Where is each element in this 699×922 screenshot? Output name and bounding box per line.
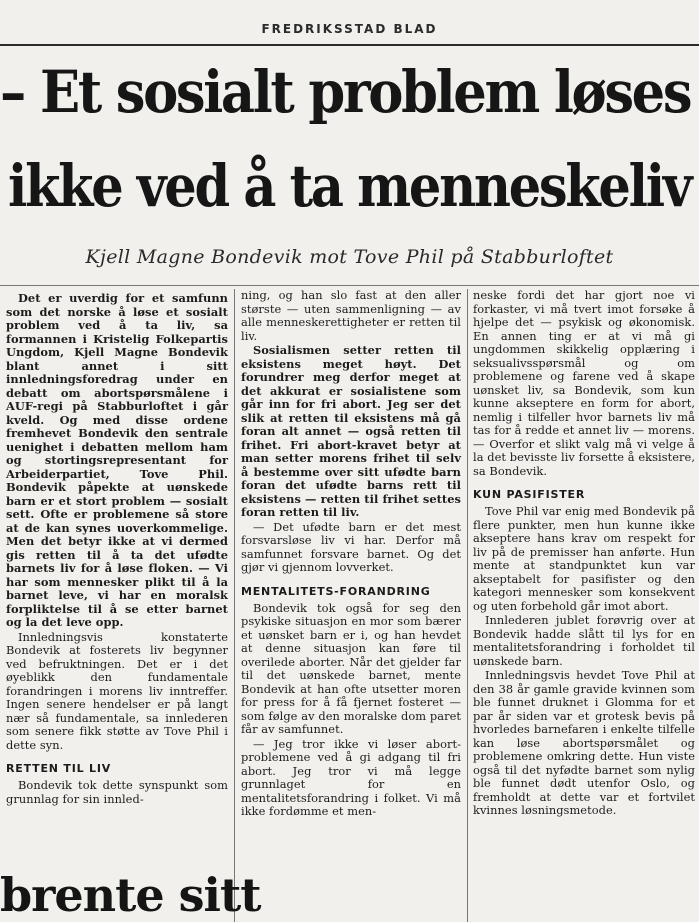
section-heading: MENTALITETS-FORANDRING	[241, 584, 431, 598]
masthead	[0, 0, 699, 46]
section-heading: KUN PASIFISTER	[473, 488, 586, 501]
headline-line-2: ikke ved å ta menneskeliv	[8, 152, 691, 220]
paragraph: neske fordi det har gjort noe vi forkaster, vi må tvert imot forsøke å hjelpe det — psykisk og økonomisk. En annen ting er at vi må gi ungdommen skikkelig opplæring i seksualivsspørsmål og om problemene og farene ved å skape uønsket liv, sa Bondevik, som kun kunne akseptere en form for abort, nemlig i tilfeller hvor barnets liv må tas for å redde et annet liv — morens. — Overfor et slikt valg må vi velge å la det bevisste liv forsette å eksistere, sa Bondevik.	[473, 288, 695, 478]
paragraph: Tove Phil var enig med Bondevik på flere punkter, men hun kunne ikke akseptere hans krav om respekt for liv på de premisser han anførte. Hun mente at standpunktet kun var akseptabelt for pasifister og den kategori mennesker som konsekvent og uten forbehold går imot abort.	[473, 504, 695, 613]
column-divider	[234, 289, 235, 922]
paragraph: Sosialismen setter retten til eksistens meget høyt. Det forundrer meg derfor meget at det akkurat er sosialistene som går inn for fri abort. Jeg ser det slik at retten til eksistens må gå foran alt annet — også retten til frihet. Fri abort-kravet betyr at man setter morens frihet til selv å bestemme over sitt ufødte barn foran det ufødte barns rett til eksistens — retten til frihet settes foran retten til liv.	[241, 343, 461, 519]
paragraph: ning, og han slo fast at den aller største — uten sammenligning — av alle menneskerettigheter er retten til liv.	[241, 288, 461, 343]
article-column-3	[473, 289, 695, 819]
section-heading: RETTEN TIL LIV	[6, 762, 112, 775]
paragraph: Bondevik tok også for seg den psykiske situasjon en mor som bærer et uønsket barn er i, og han hevdet at denne situasjon kan føre til overilede aborter. Når det gjelder far til det uønskede barnet, mente Bondevik at han ofte utsetter moren for press for å få fjernet fosteret — som følge av den moralske dom paret får av samfunnet.	[241, 600, 461, 736]
newspaper-name: FREDRIKSSTAD BLAD	[261, 22, 438, 36]
article-column-2	[241, 289, 461, 820]
paragraph: — Jeg tror ikke vi løser abort-problemene ved å gi adgang til fri abort. Jeg tror vi må legge grunnlaget for en mentalitetsforandring i folket. Vi må ikke fordømme et men-	[241, 736, 461, 818]
next-article-headline: brente sitt	[0, 868, 261, 922]
headline-line-1: – Et sosialt problem løses	[0, 58, 691, 126]
lead-paragraph: Det er uverdig for et samfunn som det norske å løse et sosialt problem ved å ta liv, sa formannen i Kristelig Folkepartis Ungdom, Kjell Magne Bondevik blant annet i sitt innledningsforedrag under en debatt om abortspørsmålene i AUF-regi på Stabburloftet i går kveld. Og med disse ordene fremhevet Bondevik den sentrale uenighet i debatten mellom ham og stortingsrepresentant for Arbeiderpartiet, Tove Phil. Bondevik påpekte at uønskede barn er et stort problem — sosialt sett. Ofte er problemene så store at de kan synes uoverkommelige. Men det betyr ikke at vi dermed gis retten til å ta det ufødte barnets liv for å løse floken. — Vi har som mennesker plikt til å la barnet leve, vi har en moralsk forpliktelse til å se etter barnet og la det leve opp.	[6, 291, 228, 629]
paragraph: — Det ufødte barn er det mest forsvarsløse liv vi har. Derfor må samfunnet forsvare barnet. Og det gjør vi gjennom lovverket.	[241, 519, 461, 574]
article-column-1	[6, 292, 228, 807]
section-divider	[0, 285, 699, 286]
subheadline: Kjell Magne Bondevik mot Tove Phil på Stabburloftet	[85, 246, 614, 268]
column-divider	[467, 289, 468, 922]
paragraph: Innledningsvis konstaterte Bondevik at fosterets liv begynner ved befruktningen. Det er i det øyeblikk den fundamentale forandringen i morens liv inntreffer. Ingen senere hendelser er på langt nær så fundamentale, sa innlederen som senere fikk støtte av Tove Phil i dette syn.	[6, 629, 228, 752]
paragraph: Innlederen jublet forøvrig over at Bondevik hadde slått til lys for en mentalitetsforandring i forholdet til uønskede barn.	[473, 613, 695, 668]
paragraph: Innledningsvis hevdet Tove Phil at den 38 år gamle gravide kvinnen som ble funnet druknet i Glomma for et par år siden var et grotesk bevis på hvorledes barnefaren i enkelte tilfelle kan løse abortspørsmålet og problemene omkring dette. Hun viste også til det nyfødte barnet som nylig ble funnet dødt utenfor Oslo, og fremholdt at dette var et fortvilet kvinnes løsningsmetode.	[473, 668, 695, 817]
paragraph: Bondevik tok dette synspunkt som grunnlag for sin innled-	[6, 778, 228, 806]
